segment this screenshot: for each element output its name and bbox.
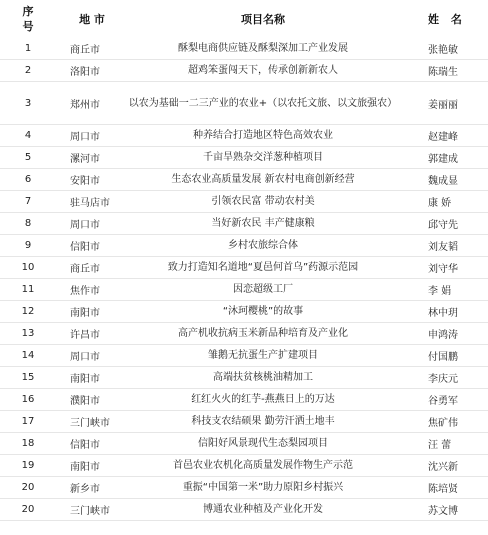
cell-city: 新乡市 <box>56 477 128 499</box>
cell-project: 乡村农旅综合体 <box>128 235 398 257</box>
cell-no: 12 <box>0 301 56 323</box>
cell-name: 李 娟 <box>398 279 488 301</box>
table-row <box>0 499 488 521</box>
cell-no: 10 <box>0 257 56 279</box>
cell-project: 种养结合打造地区特色高效农业 <box>128 125 398 147</box>
cell-name: 谷勇军 <box>398 389 488 411</box>
cell-no: 2 <box>0 60 56 82</box>
cell-name: 魏成显 <box>398 169 488 191</box>
cell-no: 11 <box>0 279 56 301</box>
cell-project: 超鸡笨蛋闯天下，传承创新新农人 <box>128 60 398 82</box>
table-row <box>0 125 488 147</box>
cell-project: 千亩旱熟杂交洋葱种植项目 <box>128 147 398 169</box>
cell-no: 6 <box>0 169 56 191</box>
cell-name: 刘守华 <box>398 257 488 279</box>
cell-city: 郑州市 <box>56 82 128 125</box>
cell-project: 生态农业高质量发展 新农村电商创新经营 <box>128 169 398 191</box>
cell-city: 周口市 <box>56 213 128 235</box>
cell-city: 商丘市 <box>56 257 128 279</box>
cell-city: 南阳市 <box>56 455 128 477</box>
cell-city: 信阳市 <box>56 235 128 257</box>
table-row <box>0 60 488 82</box>
cell-project: 致力打造知名道地“夏邑何首乌”药源示范园 <box>128 257 398 279</box>
cell-project: 高端扶贫核桃油精加工 <box>128 367 398 389</box>
table-row <box>0 82 488 125</box>
cell-no: 17 <box>0 411 56 433</box>
cell-name: 汪 蕾 <box>398 433 488 455</box>
cell-city: 漯河市 <box>56 147 128 169</box>
cell-city: 信阳市 <box>56 433 128 455</box>
cell-project: 因恋超级工厂 <box>128 279 398 301</box>
cell-no: 15 <box>0 367 56 389</box>
cell-no: 14 <box>0 345 56 367</box>
header-name: 姓 名 <box>428 13 466 26</box>
cell-name: 陈瑞生 <box>398 60 488 82</box>
table-row <box>0 191 488 213</box>
cell-project: 酥梨电商供应链及酥梨深加工产业发展 <box>128 38 398 60</box>
table-header <box>0 0 488 38</box>
header-project: 项目名称 <box>241 13 285 26</box>
cell-no: 20 <box>0 477 56 499</box>
table-row <box>0 433 488 455</box>
cell-city: 安阳市 <box>56 169 128 191</box>
header-no <box>0 0 56 38</box>
cell-city: 商丘市 <box>56 38 128 60</box>
table-row <box>0 213 488 235</box>
cell-no: 3 <box>0 82 56 125</box>
cell-project: 高产机收抗病玉米新品种培育及产业化 <box>128 323 398 345</box>
cell-city: 三门峡市 <box>56 411 128 433</box>
table-row <box>0 477 488 499</box>
cell-name: 邱守先 <box>398 213 488 235</box>
cell-no: 20 <box>0 499 56 521</box>
cell-city: 驻马店市 <box>56 191 128 213</box>
table-row <box>0 455 488 477</box>
cell-no: 13 <box>0 323 56 345</box>
cell-name: 付国鹏 <box>398 345 488 367</box>
cell-project: 引领农民富 带动农村美 <box>128 191 398 213</box>
cell-name: 张艳敏 <box>398 38 488 60</box>
table-row <box>0 411 488 433</box>
cell-no: 16 <box>0 389 56 411</box>
cell-project: 雏鹅无抗蛋生产扩建项目 <box>128 345 398 367</box>
cell-no: 18 <box>0 433 56 455</box>
cell-project: 科技支农结硕果 勤劳汗洒土地丰 <box>128 411 398 433</box>
table-row <box>0 235 488 257</box>
cell-project: 重振“中国第一米”助力原阳乡村振兴 <box>128 477 398 499</box>
table-row <box>0 169 488 191</box>
table-row <box>0 257 488 279</box>
cell-name: 沈兴新 <box>398 455 488 477</box>
cell-no: 7 <box>0 191 56 213</box>
cell-name: 康 娇 <box>398 191 488 213</box>
cell-name: 李庆元 <box>398 367 488 389</box>
table-row <box>0 323 488 345</box>
cell-project: 信阳好风景现代生态梨园项目 <box>128 433 398 455</box>
cell-project: 当好新农民 丰产健康粮 <box>128 213 398 235</box>
table-row <box>0 147 488 169</box>
table-row <box>0 367 488 389</box>
cell-name: 林中玥 <box>398 301 488 323</box>
cell-city: 许昌市 <box>56 323 128 345</box>
cell-project: 以农为基础一二三产业的农业+（以农托文旅、以文旅强农） <box>128 82 398 125</box>
cell-no: 5 <box>0 147 56 169</box>
cell-project: 博通农业种植及产业化开发 <box>128 499 398 521</box>
table-row <box>0 279 488 301</box>
cell-name: 郭建成 <box>398 147 488 169</box>
header-row <box>0 0 488 38</box>
cell-city: 南阳市 <box>56 301 128 323</box>
cell-city: 周口市 <box>56 345 128 367</box>
table-row <box>0 38 488 60</box>
cell-name: 申鸿涛 <box>398 323 488 345</box>
cell-name: 苏文博 <box>398 499 488 521</box>
cell-project: “沐珂樱桃”的故事 <box>128 301 398 323</box>
cell-name: 姜丽丽 <box>398 82 488 125</box>
cell-city: 周口市 <box>56 125 128 147</box>
cell-city: 南阳市 <box>56 367 128 389</box>
table-row <box>0 389 488 411</box>
cell-city: 三门峡市 <box>56 499 128 521</box>
cell-no: 1 <box>0 38 56 60</box>
cell-city: 洛阳市 <box>56 60 128 82</box>
header-no-text: 序号 <box>22 5 34 33</box>
cell-name: 陈培贤 <box>398 477 488 499</box>
table-body <box>0 38 488 521</box>
table-row <box>0 301 488 323</box>
cell-no: 9 <box>0 235 56 257</box>
cell-city: 濮阳市 <box>56 389 128 411</box>
cell-no: 19 <box>0 455 56 477</box>
cell-city: 焦作市 <box>56 279 128 301</box>
cell-project: 红红火火的红芋-燕燕日上的万达 <box>128 389 398 411</box>
cell-name: 焦矿伟 <box>398 411 488 433</box>
cell-no: 8 <box>0 213 56 235</box>
cell-no: 4 <box>0 125 56 147</box>
cell-name: 赵建峰 <box>398 125 488 147</box>
cell-project: 首邑农业农机化高质量发展作物生产示范 <box>128 455 398 477</box>
table-row <box>0 345 488 367</box>
cell-name: 刘友韬 <box>398 235 488 257</box>
header-city: 地 市 <box>79 13 105 26</box>
